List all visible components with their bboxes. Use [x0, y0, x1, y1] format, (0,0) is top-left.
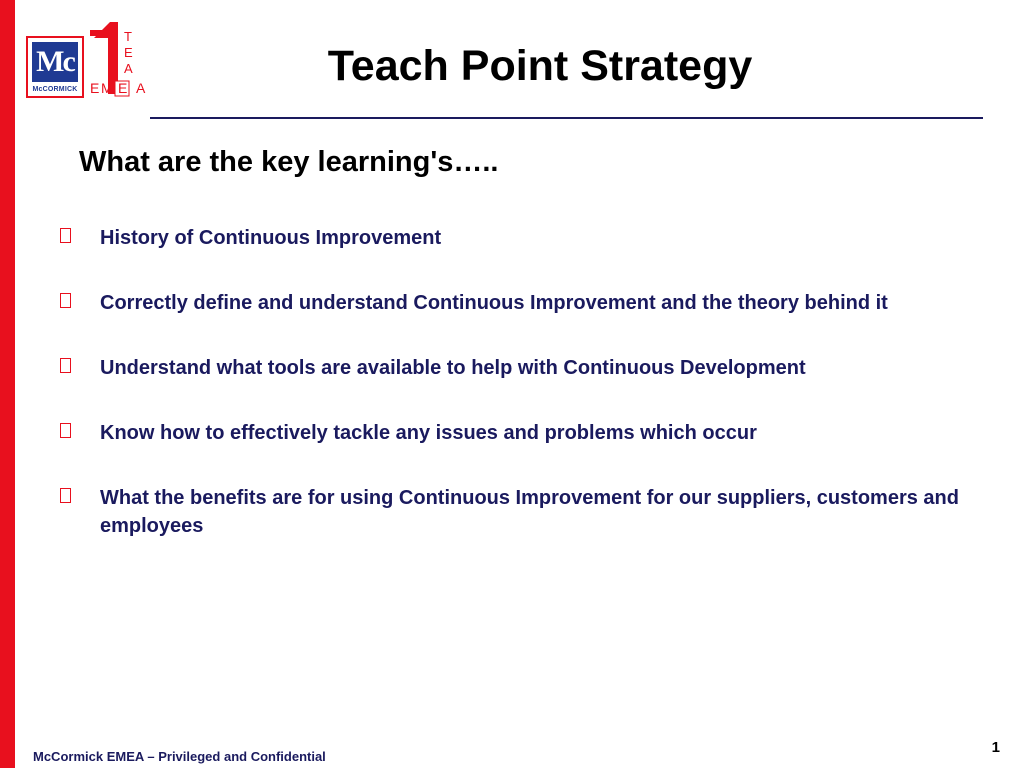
slide-title: Teach Point Strategy [327, 42, 753, 90]
bullet-box-icon [60, 488, 71, 503]
team-emea-logo [88, 16, 158, 100]
bullet-item [60, 289, 960, 317]
left-accent-bar [0, 0, 15, 768]
mccormick-logo [26, 36, 84, 98]
mccormick-logo-mark: Mc [32, 42, 78, 82]
bullet-box-icon [60, 228, 71, 243]
bullet-box-icon [60, 293, 71, 308]
region-letter-e1: E [90, 80, 100, 96]
bullet-item [60, 484, 960, 540]
bullet-text: Understand what tools are available to help with Continuous Development [100, 357, 806, 379]
mccormick-logo-name: McCORMICK [32, 86, 78, 93]
bullet-item [60, 419, 960, 447]
team-letter-e: E [124, 45, 133, 60]
bullet-item [60, 224, 960, 252]
team-emea-logo-graphic [88, 16, 158, 100]
bullet-text: What the benefits are for using Continuous Improvement for our suppliers, customers and employees [100, 487, 959, 537]
bullet-box-icon [60, 423, 71, 438]
bullet-text: Correctly define and understand Continuous Improvement and the theory behind it [100, 292, 888, 314]
region-letter-a: A [136, 80, 146, 96]
page-number: 1 [991, 739, 1000, 756]
slide-subtitle: What are the key learning's….. [79, 146, 499, 178]
region-letter-e2: E [118, 80, 128, 96]
team-letter-a: A [124, 61, 133, 76]
footer-confidentiality: McCormick EMEA – Privileged and Confidential [33, 749, 326, 764]
title-divider [150, 117, 983, 119]
region-letter-m: M [101, 80, 113, 96]
bullet-text: History of Continuous Improvement [100, 227, 442, 249]
team-letter-t: T [124, 29, 132, 44]
bullet-box-icon [60, 358, 71, 373]
bullet-text: Know how to effectively tackle any issues and problems which occur [100, 422, 757, 444]
bullet-item [60, 354, 960, 382]
bullet-list [60, 224, 960, 577]
